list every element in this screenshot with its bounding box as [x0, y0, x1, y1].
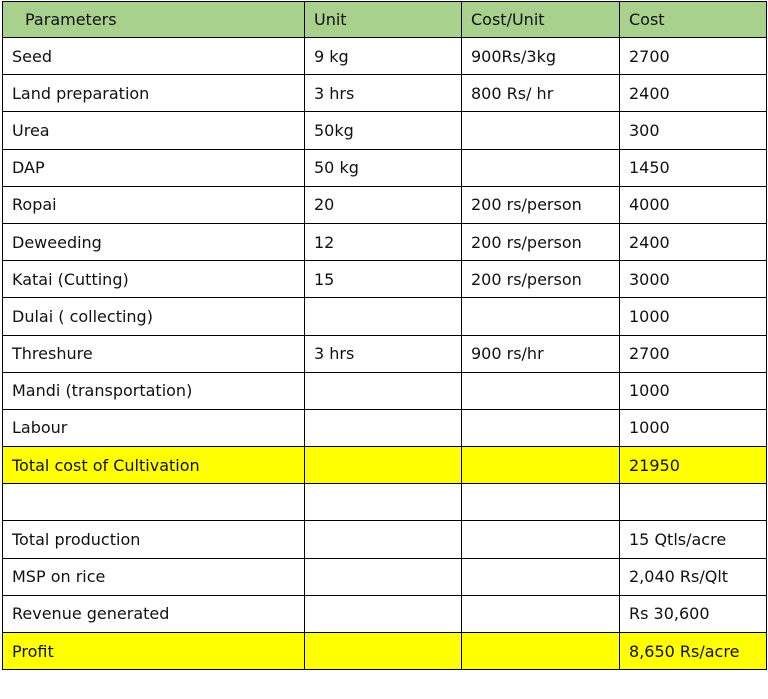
table-row [3, 447, 767, 484]
cost-per-unit-cell: 900Rs/3kg [462, 38, 620, 75]
table-row [3, 298, 767, 335]
cost-per-unit-cell [462, 112, 620, 149]
table-body [3, 38, 767, 670]
cost-cell: 2700 [620, 38, 767, 75]
cost-per-unit-cell [462, 595, 620, 632]
parameter-cell: Urea [3, 112, 305, 149]
header-unit: Unit [305, 2, 462, 38]
unit-cell: 3 hrs [305, 75, 462, 112]
unit-cell: 50 kg [305, 149, 462, 186]
table-row [3, 558, 767, 595]
parameter-cell: Ropai [3, 186, 305, 223]
cost-cell: 1450 [620, 149, 767, 186]
table-row [3, 149, 767, 186]
unit-cell [305, 372, 462, 409]
cost-per-unit-cell [462, 298, 620, 335]
table-row [3, 409, 767, 446]
cost-cell: 1000 [620, 372, 767, 409]
cost-cell: 15 Qtls/acre [620, 521, 767, 558]
cost-per-unit-cell [462, 484, 620, 521]
cost-cell: Rs 30,600 [620, 595, 767, 632]
table-row [3, 223, 767, 260]
unit-cell [305, 633, 462, 670]
cost-cell [620, 484, 767, 521]
parameter-cell: Seed [3, 38, 305, 75]
table-row [3, 261, 767, 298]
table-row [3, 112, 767, 149]
cost-cell: 2400 [620, 75, 767, 112]
unit-cell: 20 [305, 186, 462, 223]
cost-per-unit-cell: 800 Rs/ hr [462, 75, 620, 112]
unit-cell [305, 298, 462, 335]
cost-per-unit-cell [462, 447, 620, 484]
parameter-cell: Profit [3, 633, 305, 670]
unit-cell: 15 [305, 261, 462, 298]
unit-cell [305, 558, 462, 595]
cost-cell: 1000 [620, 298, 767, 335]
parameter-cell: Total production [3, 521, 305, 558]
parameter-cell: Threshure [3, 335, 305, 372]
header-cost: Cost [620, 2, 767, 38]
unit-cell [305, 595, 462, 632]
cost-cell: 4000 [620, 186, 767, 223]
cost-cell: 2,040 Rs/Qlt [620, 558, 767, 595]
cost-per-unit-cell: 900 rs/hr [462, 335, 620, 372]
unit-cell [305, 447, 462, 484]
cost-per-unit-cell [462, 372, 620, 409]
unit-cell: 9 kg [305, 38, 462, 75]
table-row [3, 186, 767, 223]
cost-cell: 8,650 Rs/acre [620, 633, 767, 670]
cost-per-unit-cell [462, 521, 620, 558]
cost-per-unit-cell [462, 633, 620, 670]
unit-cell [305, 409, 462, 446]
unit-cell [305, 484, 462, 521]
parameter-cell: Dulai ( collecting) [3, 298, 305, 335]
unit-cell: 50kg [305, 112, 462, 149]
cost-per-unit-cell [462, 409, 620, 446]
table-header-row [3, 2, 767, 38]
parameter-cell: Revenue generated [3, 595, 305, 632]
parameter-cell: Deweeding [3, 223, 305, 260]
table-row [3, 38, 767, 75]
cost-per-unit-cell: 200 rs/person [462, 186, 620, 223]
parameter-cell: Mandi (transportation) [3, 372, 305, 409]
cost-cell: 300 [620, 112, 767, 149]
parameter-cell: Land preparation [3, 75, 305, 112]
cultivation-cost-table [2, 1, 767, 670]
parameter-cell: DAP [3, 149, 305, 186]
cost-cell: 2400 [620, 223, 767, 260]
table-row [3, 521, 767, 558]
table-row [3, 484, 767, 521]
cost-cell: 21950 [620, 447, 767, 484]
table-row [3, 595, 767, 632]
unit-cell [305, 521, 462, 558]
parameter-cell [3, 484, 305, 521]
table-row [3, 335, 767, 372]
unit-cell: 12 [305, 223, 462, 260]
cost-per-unit-cell: 200 rs/person [462, 261, 620, 298]
cost-cell: 1000 [620, 409, 767, 446]
parameter-cell: Katai (Cutting) [3, 261, 305, 298]
table-row [3, 633, 767, 670]
cost-cell: 2700 [620, 335, 767, 372]
cost-per-unit-cell [462, 149, 620, 186]
table-row [3, 372, 767, 409]
cost-cell: 3000 [620, 261, 767, 298]
table-row [3, 75, 767, 112]
parameter-cell: MSP on rice [3, 558, 305, 595]
header-cost-per-unit: Cost/Unit [462, 2, 620, 38]
header-parameters: Parameters [3, 2, 305, 38]
cost-per-unit-cell: 200 rs/person [462, 223, 620, 260]
cost-per-unit-cell [462, 558, 620, 595]
parameter-cell: Total cost of Cultivation [3, 447, 305, 484]
unit-cell: 3 hrs [305, 335, 462, 372]
parameter-cell: Labour [3, 409, 305, 446]
